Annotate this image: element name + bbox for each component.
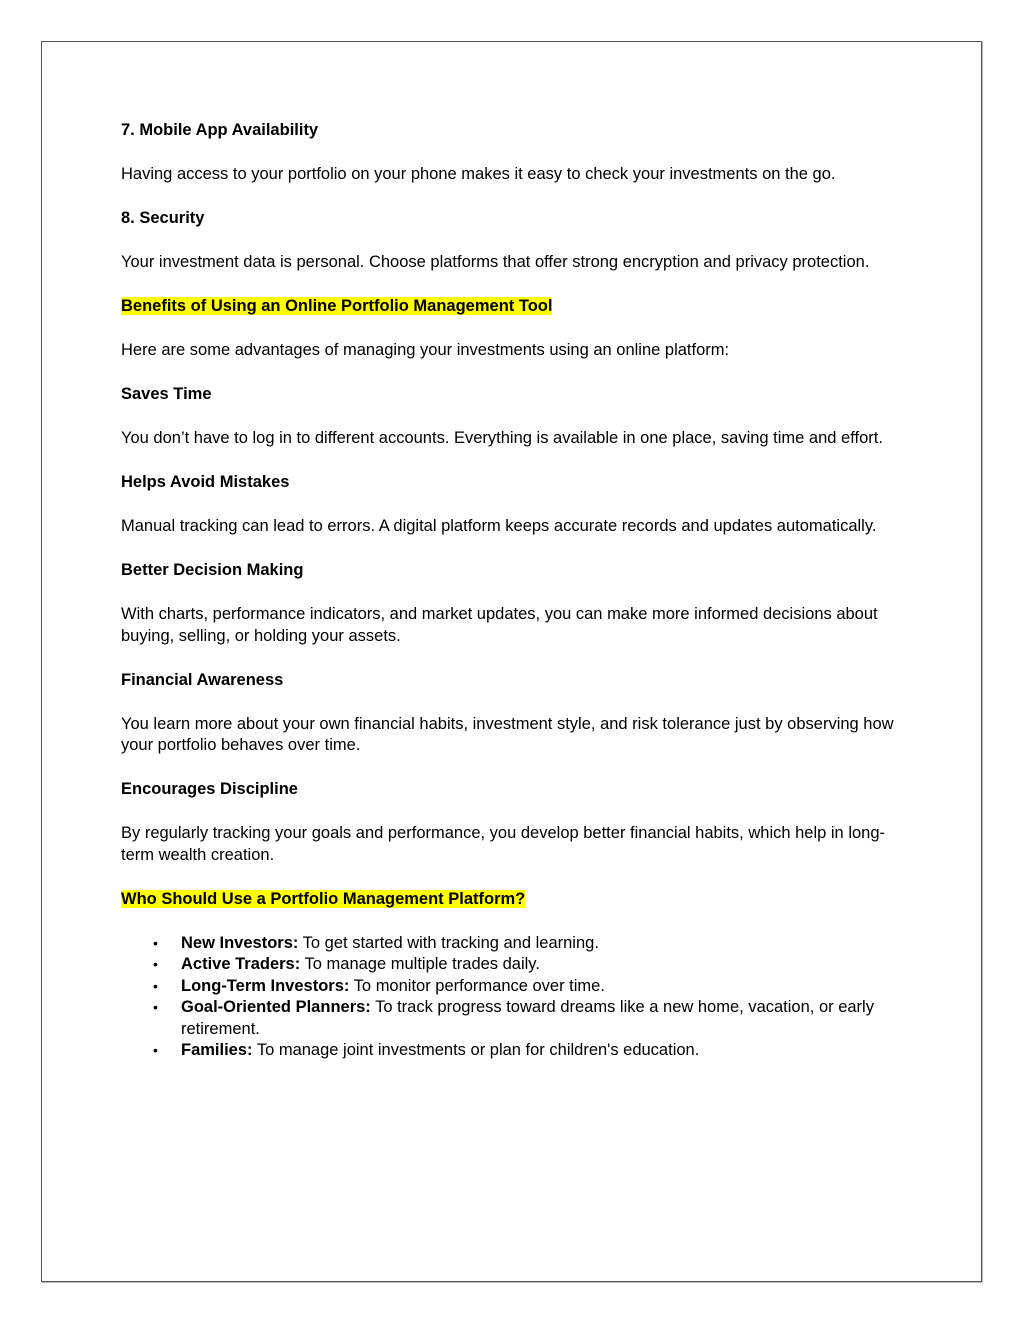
- highlighted-heading-who-should-use: [121, 889, 896, 911]
- paragraph-saves-time: You don’t have to log in to different accounts. Everything is available in one place, saving time and effort.: [121, 429, 883, 447]
- subheading-avoid-mistakes: Helps Avoid Mistakes: [121, 473, 290, 491]
- bullet-label: Long-Term Investors:: [181, 976, 350, 995]
- list-item: [153, 954, 896, 976]
- bullet-icon: •: [153, 934, 158, 951]
- subheading-discipline: Encourages Discipline: [121, 780, 298, 798]
- bullet-text: To manage joint investments or plan for children's education.: [252, 1041, 700, 1059]
- bullet-icon: •: [153, 1042, 158, 1058]
- bullet-icon: •: [153, 977, 158, 994]
- list-item: [153, 976, 896, 998]
- bullet-list: [121, 933, 896, 1062]
- paragraph-discipline: By regularly tracking your goals and performance, you develop better financial habits, which help in long-term wealth creation.: [121, 824, 886, 864]
- bullet-label: New Investors:: [181, 933, 299, 952]
- subheading-better-decisions: Better Decision Making: [121, 561, 304, 579]
- list-item: [153, 997, 896, 1040]
- bullet-text: To track progress toward dreams like a new home, vacation, or early retirement.: [181, 998, 874, 1038]
- bullet-icon: •: [153, 999, 158, 1015]
- bullet-label: Families:: [181, 1041, 253, 1059]
- highlight-text: Who Should Use a Portfolio Management Platform?: [121, 889, 526, 908]
- paragraph-financial-awareness: You learn more about your own financial habits, investment style, and risk tolerance just by observing how your portfolio behaves over time.: [121, 714, 894, 754]
- list-item: [153, 933, 896, 955]
- section-heading-mobile-app: 7. Mobile App Availability: [121, 121, 319, 139]
- document-body: [121, 120, 896, 1062]
- paragraph-security: Your investment data is personal. Choose platforms that offer strong encryption and privacy protection.: [121, 253, 870, 271]
- bullet-text: To get started with tracking and learning.: [298, 933, 599, 952]
- paragraph-avoid-mistakes: Manual tracking can lead to errors. A digital platform keeps accurate records and updates automatically.: [121, 517, 877, 535]
- subheading-saves-time: Saves Time: [121, 385, 212, 403]
- paragraph-mobile-app: Having access to your portfolio on your phone makes it easy to check your investments on the go.: [121, 165, 836, 183]
- bullet-label: Goal-Oriented Planners:: [181, 998, 371, 1016]
- bullet-text: To manage multiple trades daily.: [300, 955, 540, 973]
- bullet-label: Active Traders:: [181, 955, 301, 973]
- paragraph-better-decisions: With charts, performance indicators, and market updates, you can make more informed decisions about buying, selling, or holding your assets.: [121, 605, 878, 645]
- highlight-text: Benefits of Using an Online Portfolio Management Tool: [121, 297, 553, 315]
- bullet-icon: •: [153, 956, 158, 972]
- subheading-financial-awareness: Financial Awareness: [121, 670, 284, 689]
- highlighted-heading-benefits: [121, 296, 896, 318]
- list-item: [153, 1040, 896, 1062]
- section-heading-security: 8. Security: [121, 209, 205, 227]
- paragraph-benefits-intro: Here are some advantages of managing your investments using an online platform:: [121, 341, 730, 359]
- bullet-text: To monitor performance over time.: [349, 976, 605, 995]
